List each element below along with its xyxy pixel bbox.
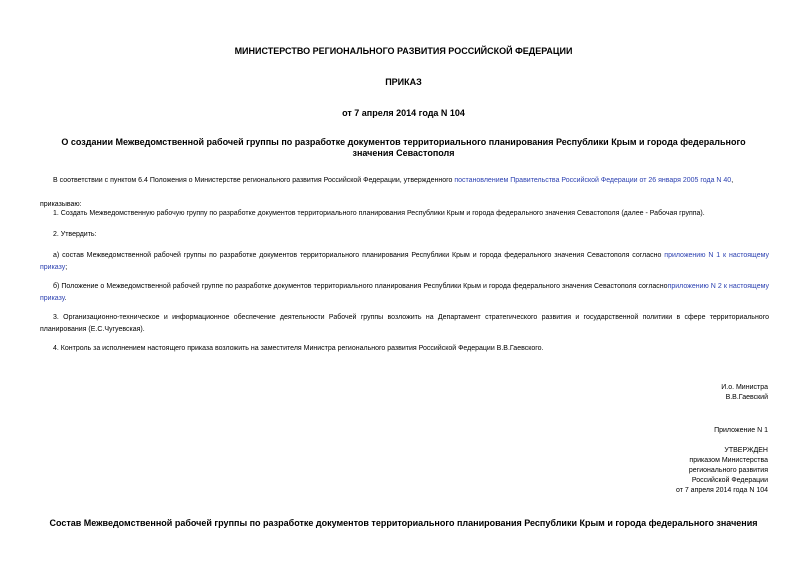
ministry-heading: МИНИСТЕРСТВО РЕГИОНАЛЬНОГО РАЗВИТИЯ РОССИЙСКОЙ ФЕДЕРАЦИИ — [234, 46, 573, 56]
appendix-1-link[interactable]: приложению N 1 к настоящему приказу — [40, 252, 770, 271]
order-date: от 7 апреля 2014 года N 104 — [342, 108, 465, 118]
item-4: 4. Контроль за исполнением настоящего приказа возложить на заместителя Министра регионального развития Российской Федерации В.В.Гаевского. — [53, 345, 544, 352]
approved-stamp: УТВЕРЖДЕН — [724, 447, 768, 454]
item-2a — [40, 250, 769, 273]
item-3: 3. Организационно-техническое и информационное обеспечение деятельности Рабочей группы возложить на Департамент стратегического развития и государственной политики в сфере территориального планирования (Е.С.Чугуевская). — [40, 314, 769, 333]
prikazyvayu: приказываю: — [40, 201, 82, 208]
item-1: 1. Создать Межведомственную рабочую группу по разработке документов территориального планирования Республики Крым и города федерального значения Севастополя (далее - Рабочая группа). — [53, 210, 705, 217]
approved-line-2: регионального развития — [688, 467, 768, 474]
item-2a-text: а) состав Межведомственной рабочей группы по разработке документов территориального планирования Республики Крым и города федерального значения Севастополя согласно — [53, 252, 665, 259]
signature-block — [721, 383, 768, 403]
approved-line-3: Российской Федерации — [691, 477, 768, 484]
approval-block — [676, 446, 768, 496]
preamble-text: В соответствии с пунктом 6.4 Положения о Министерстве регионального развития Российской Федерации, утвержденного — [53, 177, 455, 184]
signature-role: И.о. Министра — [721, 384, 768, 391]
preamble — [53, 175, 773, 187]
approved-line-1: приказом Министерства — [689, 457, 768, 464]
item-2a-tail: ; — [65, 263, 68, 271]
item-2b-text: б) Положение о Межведомственной рабочей группе по разработке документов территориального планирования Республики Крым и города федерального значения Севастополя согласно — [53, 283, 668, 290]
order-title: ПРИКАЗ — [385, 77, 422, 87]
item-2: 2. Утвердить: — [53, 231, 97, 238]
approved-line-4: от 7 апреля 2014 года N 104 — [675, 487, 768, 494]
appendix-label: Приложение N 1 — [714, 427, 768, 434]
item-2b — [40, 281, 769, 304]
signature-name: В.В.Гаевский — [725, 394, 768, 401]
item-2b-tail: . — [64, 294, 67, 302]
order-subject: О создании Межведомственной рабочей группы по разработке документов территориального планирования Республики Крым и города федерального значения Севастополя — [61, 137, 746, 158]
appendix-2-link[interactable]: приложению N 2 к настоящему приказу — [40, 283, 769, 302]
preamble-tail: , — [731, 177, 734, 184]
government-decree-link[interactable]: постановлением Правительства Российской Федерации от 26 января 2005 года N 40 — [454, 177, 732, 184]
composition-title: Состав Межведомственной рабочей группы по разработке документов территориального планирования Республики Крым и города федерального значения — [49, 518, 758, 528]
